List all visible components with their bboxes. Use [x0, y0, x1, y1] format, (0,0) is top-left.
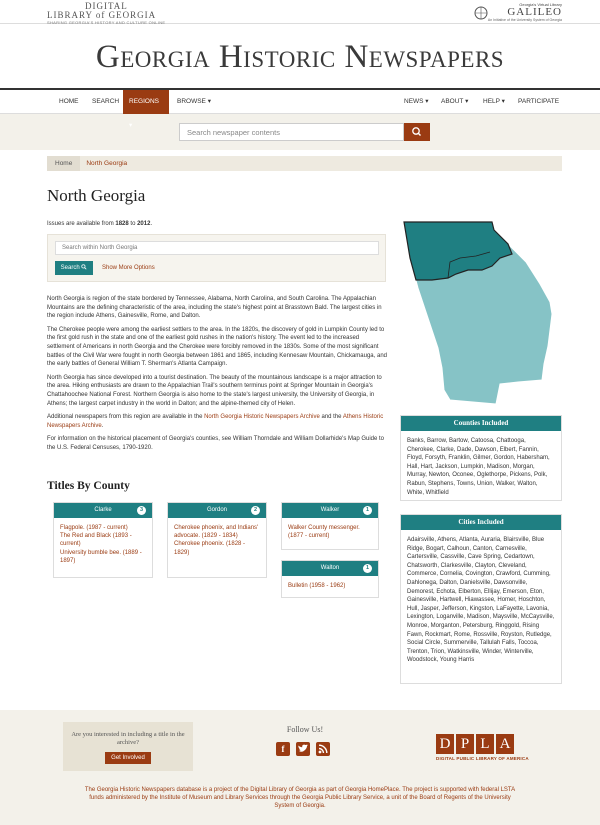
region-search-box: [47, 234, 386, 282]
titles-by-county-heading: Titles By County: [47, 480, 130, 492]
cities-included-heading: Cities Included: [401, 515, 561, 530]
facebook-icon[interactable]: f: [276, 742, 290, 756]
athens-archive-link[interactable]: Athens Historic Newspapers Archive: [47, 414, 384, 429]
promo-question: Are you interested in including a title in the archive?: [71, 731, 185, 746]
county-header: [168, 503, 266, 518]
issues-year-to: 2012: [137, 221, 151, 227]
footer-fineprint: The Georgia Historic Newspapers database is a project of the Digital Library of Georgia as part of Georgia HomePlace. The project is supported with federal LSTA funds administered by the Institute of Museum and Library Services through the Georgia Public Library Service, a unit of the Board of Regents of the University System of Georgia.: [84, 787, 516, 809]
breadcrumb-home[interactable]: Home: [47, 156, 80, 171]
description-paragraph-3: North Georgia has since developed into a tourist destination. The beauty of the mountainous landscape is a major attraction to the area. Hiking enthusiasts are drawn to the Appalachian Trail's southern terminus point at Springer Mountain in Georgia's Chattahoochee National Forest. Northern Georgia is also home to the state's largest university, the University of Georgia, in Athens; the largest carpet industry in the world in Dalton; and the alpine-themed city of Helen.: [47, 374, 382, 407]
search-icon: [81, 264, 87, 270]
breadcrumb: [47, 156, 562, 171]
county-name: Gordon: [206, 507, 227, 513]
description-paragraph-2: The Cherokee people were among the earliest settlers to the area. In the 1820s, the discovery of gold in Lumpkin County led to the first gold rush in the state and one of the earliest gold rushes in the nation's history. The event led to the increased settlement of Americans in north Georgia and the Cherokee were forcibly removed in the 1830s. Some of the most significant battles of the Civil War were fought in north Georgia between 1861 and 1865, including Kennesaw Mountain, Chickamauga, and the early battles of General William T. Sherman's Atlanta Campaign.: [47, 326, 387, 368]
title-link[interactable]: Cherokee phoenix, and Indians' advocate. (1829 - 1834): [174, 525, 259, 540]
dpla-letter: L: [476, 734, 494, 754]
newspaper-search-input[interactable]: Search newspaper contents: [179, 123, 404, 141]
counties-included-list: Banks, Barrow, Bartow, Catoosa, Chattooga, Cherokee, Clarke, Dade, Dawson, Elbert, Fannin, Floyd, Forsyth, Franklin, Gilmer, Gordon, Habersham, Hall, Hart, Jackson, Lumpkin, Madison, Morgan, Murray, Newton, Oconee, Oglethorpe, Pickens, Polk, Rabun, Stephens, Towns, Union, Walker, Walton, White, Whitfield: [407, 438, 550, 496]
show-more-options-link[interactable]: Show More Options: [102, 265, 155, 271]
county-count-badge: 3: [137, 506, 146, 515]
description-paragraph-1: North Georgia is region of the state bordered by Tennessee, Alabama, North Carolina, and South Carolina. The Appalachian Mountains are the defining characteristic of the area, including the state's highest point at Brasstown Bald. The largest cities in the region include Athens, Gainesville, Rome, and Dalton.: [47, 296, 382, 320]
page-title: North Georgia: [47, 186, 146, 205]
rss-icon[interactable]: [316, 742, 330, 756]
region-search-input[interactable]: Search within North Georgia: [55, 241, 379, 255]
nav-search[interactable]: SEARCH: [92, 98, 120, 105]
search-button[interactable]: [404, 123, 430, 141]
nav-participate[interactable]: PARTICIPATE: [518, 98, 560, 105]
county-titles: [54, 518, 152, 571]
description-paragraph-5: For information on the historical placement of Georgia's counties, see William Thorndale and William Dollarhide's Map Guide to the U.S. Federal Censuses, 1790-1920.: [47, 436, 385, 451]
region-description: [47, 295, 387, 458]
top-bar: [0, 0, 600, 24]
rss-feed-icon: [316, 742, 330, 756]
counties-included-panel: [400, 415, 562, 501]
county-count-badge: 2: [251, 506, 260, 515]
counties-included-heading: Counties Included: [401, 416, 561, 431]
breadcrumb-current: North Georgia: [86, 160, 128, 167]
site-banner: [0, 24, 600, 90]
dpla-logo[interactable]: [436, 734, 529, 761]
twitter-icon[interactable]: [296, 742, 310, 756]
description-paragraph-4: [47, 413, 387, 430]
galileo-name: GALILEO: [507, 6, 562, 18]
cities-included-panel: [400, 514, 562, 684]
title-link[interactable]: Walker County messenger. (1877 - current): [288, 525, 360, 540]
title-link[interactable]: Bulletin (1958 - 1962): [288, 583, 346, 589]
main-content: [0, 150, 600, 710]
dlg-logo[interactable]: [47, 2, 165, 25]
dpla-letter: P: [456, 734, 474, 754]
title-link[interactable]: The Red and Black (1893 - current): [60, 533, 132, 548]
nav-home[interactable]: HOME: [59, 98, 79, 105]
footer: [0, 710, 600, 825]
nav-news[interactable]: NEWS ▾: [404, 98, 429, 105]
nav-about[interactable]: ABOUT ▾: [441, 98, 469, 105]
dpla-letter: D: [436, 734, 454, 754]
p4-mid: and the: [319, 414, 343, 421]
follow-us-label: Follow Us!: [286, 725, 324, 734]
galileo-top-text: Georgia's Virtual Library: [519, 2, 562, 7]
issues-range: [47, 221, 152, 227]
county-header: [282, 561, 378, 576]
p4-prefix: Additional newspapers from this region are available in the: [47, 414, 205, 421]
dpla-letters: [436, 734, 529, 754]
title-link[interactable]: Cherokee phoenix. (1828 - 1829): [174, 541, 246, 556]
search-icon: [404, 123, 430, 141]
nav-help[interactable]: HELP ▾: [483, 98, 505, 105]
search-bar: [0, 114, 600, 150]
site-title[interactable]: Georgia Historic Newspapers: [95, 39, 505, 75]
get-involved-button[interactable]: Get Involved: [105, 752, 151, 764]
main-nav: [0, 90, 600, 129]
county-titles: [282, 518, 378, 546]
dlg-logo-line1: DIGITAL: [85, 1, 128, 11]
county-card-walton: [281, 560, 379, 598]
region-search-button[interactable]: [55, 261, 93, 275]
county-titles: [168, 518, 266, 563]
nav-browse[interactable]: BROWSE ▾: [177, 98, 211, 105]
galileo-globe-icon: [474, 6, 488, 20]
title-link[interactable]: University bumble bee. (1889 - 1897): [60, 549, 142, 564]
galileo-logo[interactable]: [488, 2, 562, 22]
county-header: [282, 503, 378, 518]
county-card-clarke: [53, 502, 153, 578]
p4-suffix: .: [101, 422, 104, 429]
county-header: [54, 503, 152, 518]
county-name: Walker: [320, 507, 340, 513]
county-titles: [282, 576, 378, 596]
county-count-badge: 1: [363, 506, 372, 515]
galileo-subtitle: An Initiative of the University System of Georgia: [487, 18, 562, 22]
issues-prefix: Issues are available from: [47, 221, 116, 227]
county-name: Walton: [320, 565, 340, 571]
county-card-walker: [281, 502, 379, 550]
dpla-letter: A: [496, 734, 514, 754]
issues-mid: to: [128, 221, 138, 227]
cities-included-list: Adairsville, Athens, Atlanta, Auraria, Blairsville, Blue Ridge, Bogart, Calhoun, Canton, Carnesville, Cartersville, Cassville, Cave Spring, Cedartown, Chatsworth, Clarkesville, Clayton, Cleveland, Commerce, Cornelia, Covington, Crawford, Cumming, Dahlonega, Dalton, Danielsville, Dawsonville, Demorest, Echota, Elberton, Ellijay, Emerson, Eton, Gainesville, Hartwell, Hiawassee, Homer, Hoschton, Hull, Jasper, Jefferson, Kingston, LaFayette, Lavonia, Lexington, Loganville, Madison, Maysville, McCaysville, Monroe, Morganton, Petersburg, Ringgold, Rising Fawn, Rockmart, Rome, Rossville, Royston, Rutledge, Social Circle, Summerville, Tallulah Falls, Toccoa, Trenton, Trion, Watkinsville, Winder, Winterville, Woodstock, Young Harris: [407, 537, 555, 664]
region-search-label: Search: [60, 265, 80, 271]
get-involved-promo: [63, 722, 193, 771]
county-card-gordon: [167, 502, 267, 578]
dpla-name: DIGITAL PUBLIC LIBRARY OF AMERICA: [436, 756, 529, 761]
nav-regions[interactable]: REGIONS ▾: [123, 90, 169, 114]
twitter-bird-icon: [296, 742, 310, 756]
north-georgia-archive-link[interactable]: North Georgia Historic Newspapers Archive: [204, 414, 320, 421]
dlg-logo-line2: LIBRARY of GEORGIA: [47, 10, 157, 20]
georgia-region-map: [400, 218, 562, 410]
issues-suffix: .: [150, 221, 153, 227]
dlg-logo-tagline: SHARING GEORGIA'S HISTORY AND CULTURE ONLINE: [47, 20, 166, 25]
title-link[interactable]: Flagpole. (1987 - current): [60, 525, 128, 531]
county-count-badge: 1: [363, 564, 372, 573]
issues-year-from: 1828: [115, 221, 129, 227]
county-name: Clarke: [94, 507, 112, 513]
